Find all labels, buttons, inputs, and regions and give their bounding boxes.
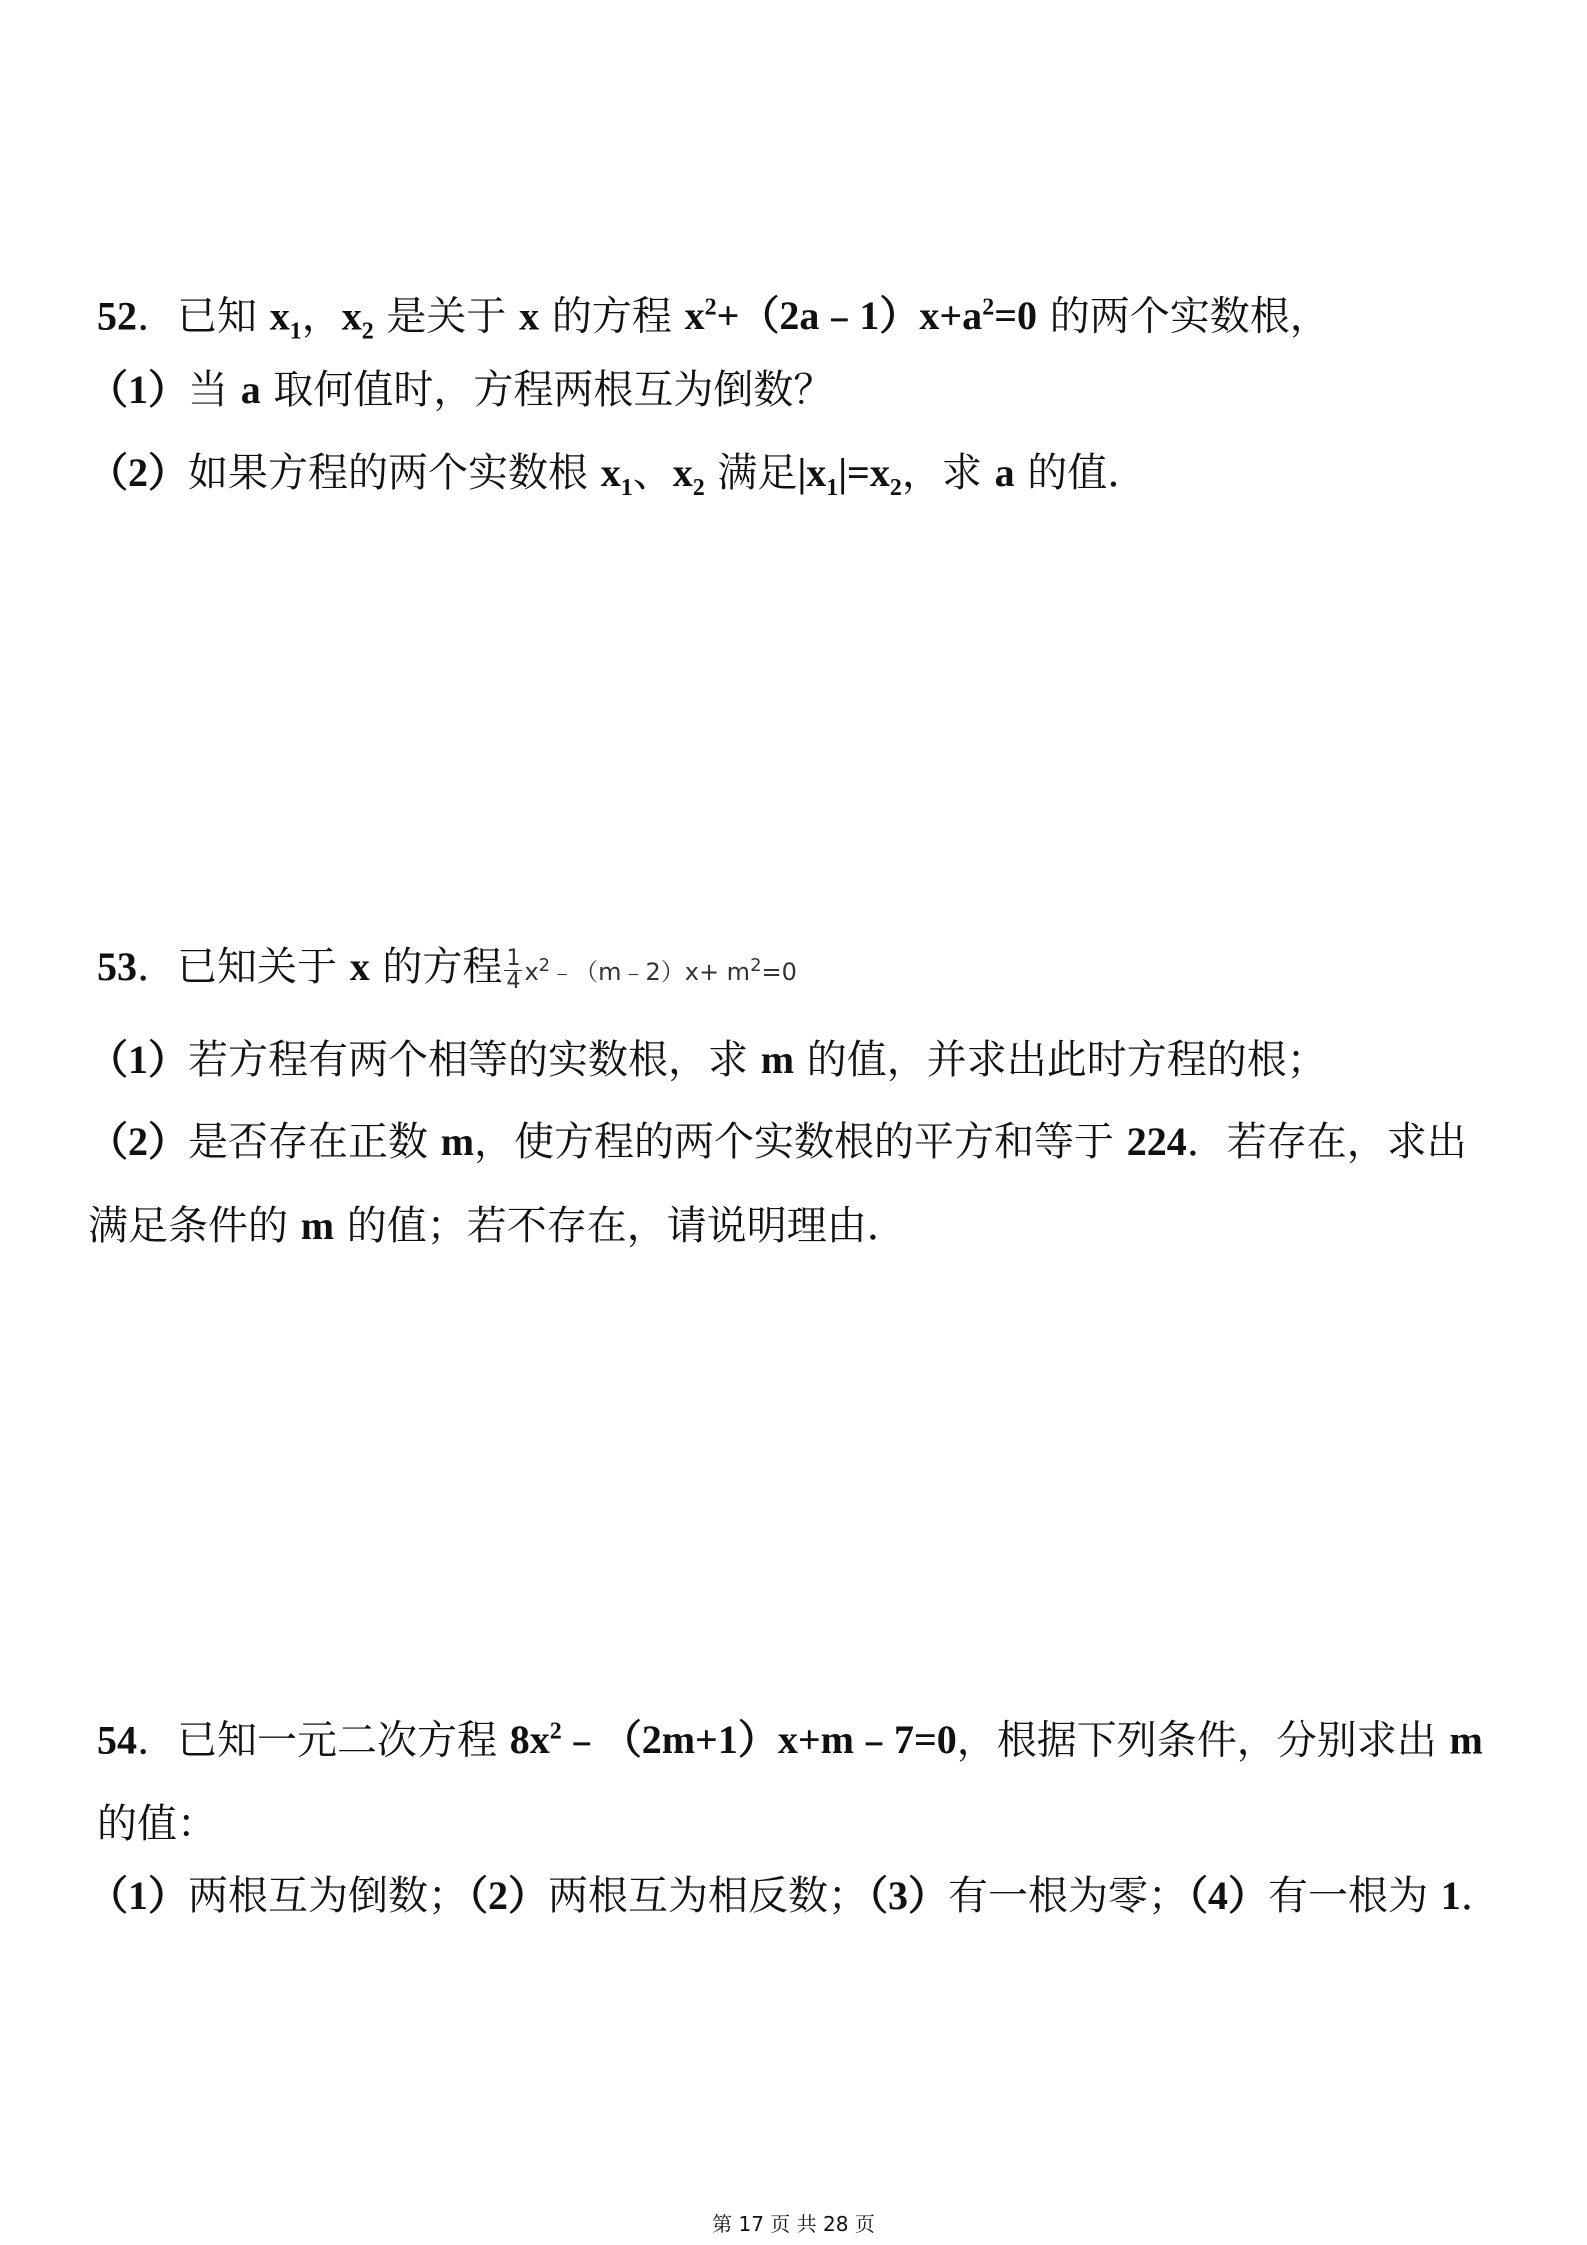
q52-part2: （2）如果方程的两个实数根 $x_1$、$x_2$ 满足$|x_1|=x_2$，求 a 的值． bbox=[88, 450, 1148, 501]
page-footer: 第 17 页 共 28 页 bbox=[712, 2212, 875, 2236]
page-number: 17 bbox=[738, 2212, 764, 2236]
q54-number: 54 bbox=[97, 1717, 137, 1763]
q53-fraction: $\frac{1}{4}$ bbox=[506, 945, 521, 994]
q53-equation: $x^2﹣(m﹣2)x+ m^2=0$ bbox=[524, 955, 797, 986]
q53-number: 53 bbox=[97, 944, 137, 989]
q52-stem: 52．已知 $x_1$，$x_2$ 是关于 x 的方程 $x^2+(2a﹣1)x+a^2=0$ 的两个实数根， bbox=[97, 293, 1330, 345]
q52-part1: （1）当 a 取何值时，方程两根互为倒数？ bbox=[88, 367, 834, 413]
q52-equation: $x^2+(2a﹣1)x+a^2=0$ bbox=[684, 293, 1037, 339]
q53-part1: （1）若方程有两个相等的实数根，求 m 的值，并求出此时方程的根； bbox=[88, 1037, 1327, 1083]
q54-parts: （1）两根互为倒数；（2）两根互为相反数；（3）有一根为零；（4）有一根为 1． bbox=[88, 1873, 1501, 1919]
q53-part2: （2）是否存在正数 m，使方程的两个实数根的平方和等于 224．若存在，求出满足条件的 m 的值；若不存在，请说明理由． bbox=[88, 1119, 1467, 1249]
page-total: 28 bbox=[823, 2212, 849, 2236]
q54-equation: $8x^2﹣(2m+1)x+m﹣7=0$ bbox=[509, 1717, 957, 1763]
q54-stem: 54．已知一元二次方程 $8x^2﹣(2m+1)x+m﹣7=0$，根据下列条件，分别求出 m 的值： bbox=[97, 1717, 1483, 1848]
q53-stem: 53．已知关于 x 的方程 $\frac{1}{4}$ $x^2﹣(m﹣2)x+ m^2=0$ bbox=[97, 944, 797, 994]
q52-number: 52 bbox=[97, 293, 137, 339]
